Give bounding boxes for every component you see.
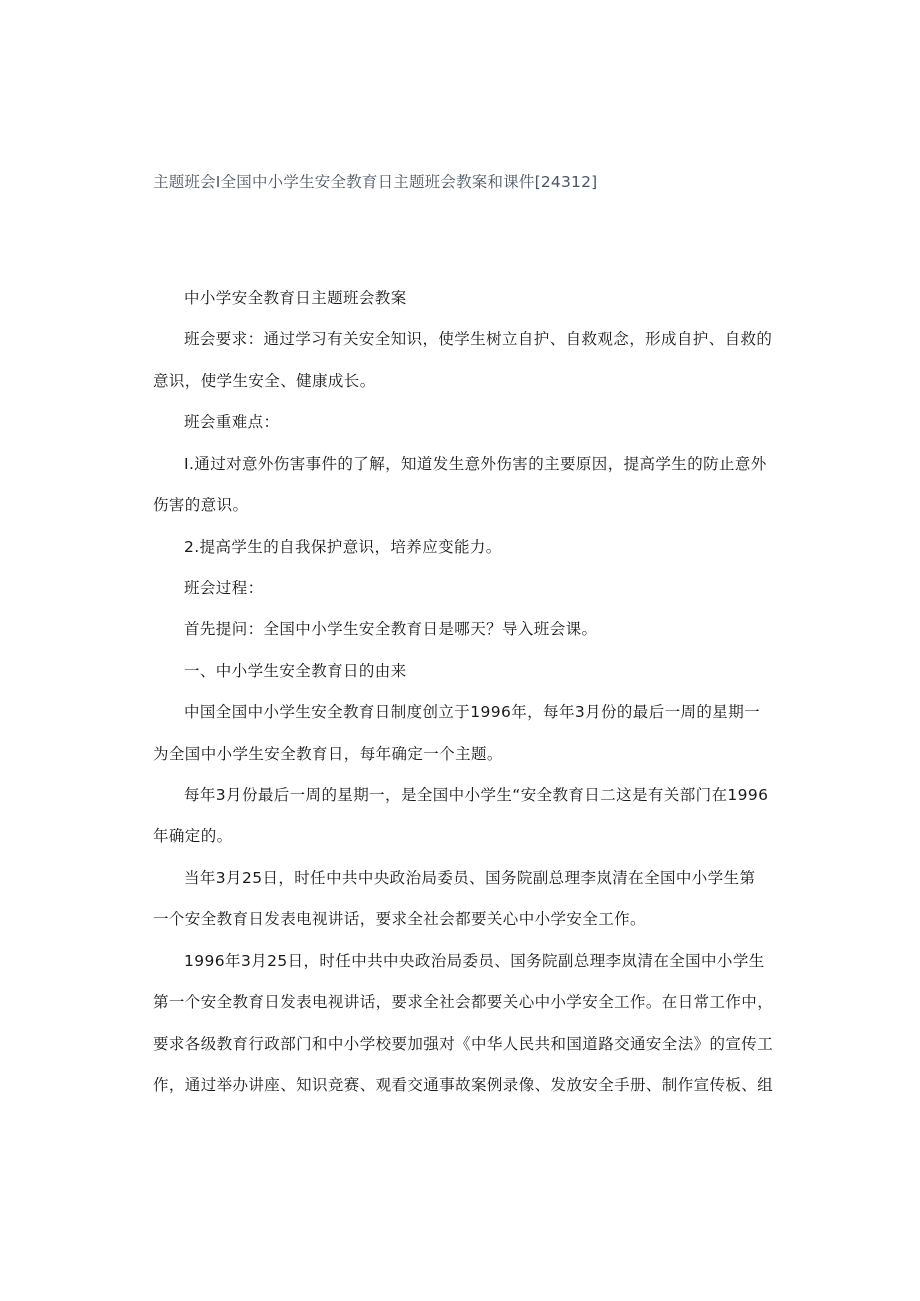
paragraph-line: 班会重难点： bbox=[184, 413, 280, 431]
paragraph-line: 班会过程： bbox=[184, 579, 264, 597]
paragraph-line: 班会要求：通过学习有关安全知识，使学生树立自护、自救观念，形成自护、自救的 bbox=[184, 330, 773, 348]
paragraph-line: 1996年3月25日，时任中共中央政治局委员、国务院副总理李岚清在全国中小学生 bbox=[184, 952, 765, 970]
paragraph-line: 意识，使学生安全、健康成长。 bbox=[153, 372, 376, 390]
section-heading: 一、中小学生安全教育日的由来 bbox=[184, 662, 407, 680]
paragraph-line: 2.提高学生的自我保护意识，培养应变能力。 bbox=[184, 538, 502, 556]
paragraph-line: 首先提问：全国中小学生安全教育日是哪天？导入班会课。 bbox=[184, 620, 598, 638]
paragraph-line: 伤害的意识。 bbox=[153, 496, 249, 514]
paragraph-line: 中国全国中小学生安全教育日制度创立于1996年，每年3月份的最后一周的星期一 bbox=[184, 703, 761, 721]
document-title: 主题班会I全国中小学生安全教育日主题班会教案和课件[24312] bbox=[153, 173, 598, 191]
paragraph-line: 作，通过举办讲座、知识竞赛、观看交通事故案例录像、发放安全手册、制作宣传板、组 bbox=[153, 1076, 774, 1094]
paragraph-line: 年确定的。 bbox=[153, 827, 233, 845]
paragraph-line: 每年3月份最后一周的星期一，是全国中小学生“安全教育日二这是有关部门在1996 bbox=[184, 786, 769, 804]
paragraph-line: 一个安全教育日发表电视讲话，要求全社会都要关心中小学安全工作。 bbox=[153, 910, 646, 928]
paragraph-line: 为全国中小学生安全教育日，每年确定一个主题。 bbox=[153, 745, 503, 763]
paragraph-line: 要求各级教育行政部门和中小学校要加强对《中华人民共和国道路交通安全法》的宣传工 bbox=[153, 1035, 774, 1053]
section-heading: 中小学安全教育日主题班会教案 bbox=[184, 289, 407, 307]
paragraph-line: 第一个安全教育日发表电视讲话，要求全社会都要关心中小学安全工作。在日常工作中， bbox=[153, 993, 774, 1011]
paragraph-line: 当年3月25日，时任中共中央政治局委员、国务院副总理李岚清在全国中小学生第 bbox=[184, 869, 756, 887]
paragraph-line: I.通过对意外伤害事件的了解，知道发生意外伤害的主要原因，提高学生的防止意外 bbox=[184, 455, 767, 473]
